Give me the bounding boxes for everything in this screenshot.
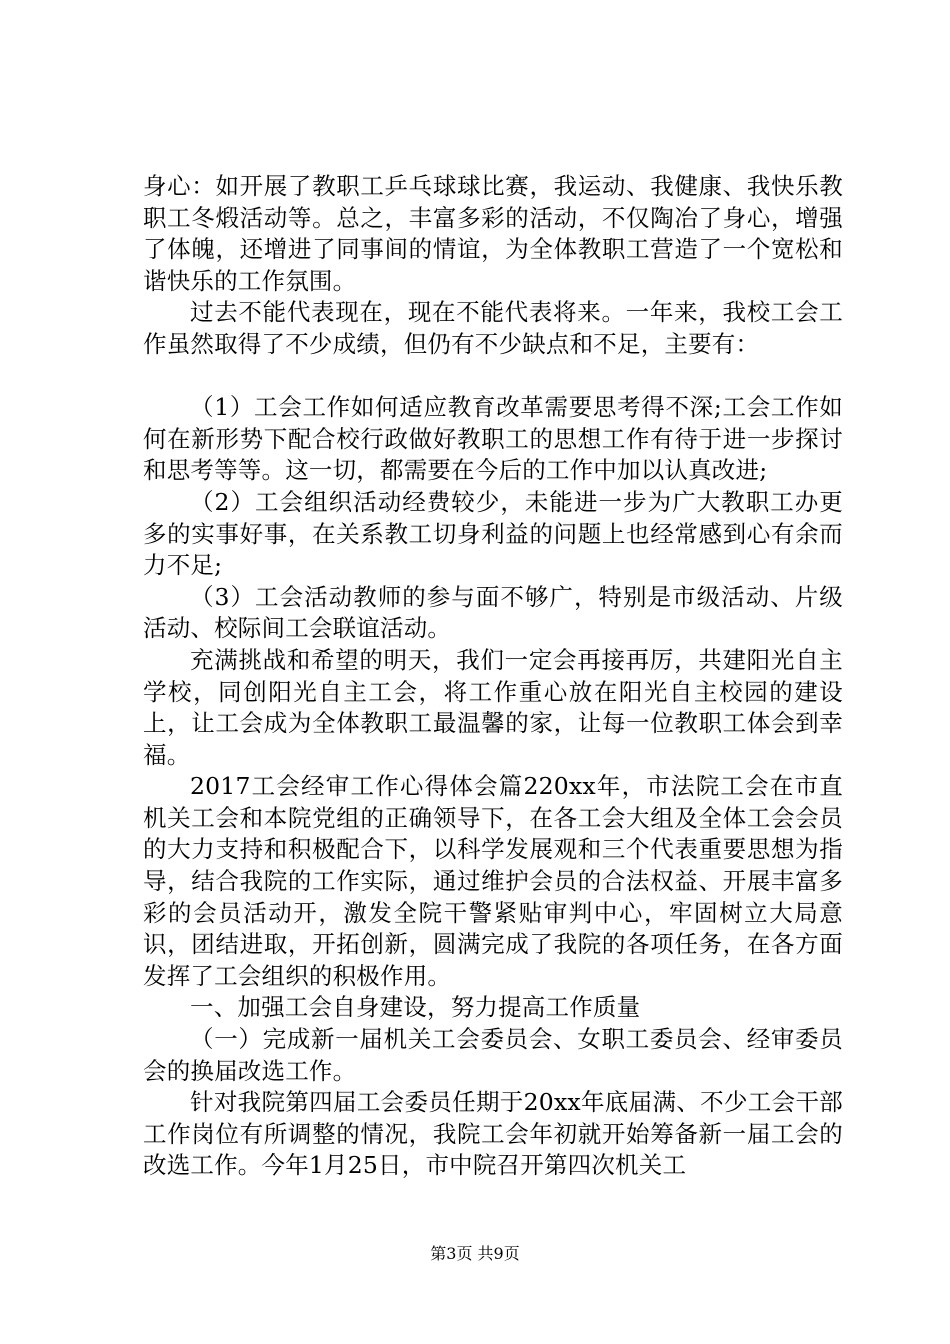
- paragraph-shortcoming-3: （3）工会活动教师的参与面不够广，特别是市级活动、片级活动、校际间工会联谊活动。: [143, 582, 843, 643]
- paragraph-reelection: 针对我院第四届工会委员任期于20xx年底届满、不少工会干部工作岗位有所调整的情况，我院工会年初就开始筹备新一届工会的改选工作。今年1月25日，市中院召开第四次机关工: [143, 1088, 843, 1180]
- blank-line: [143, 361, 843, 393]
- section-heading-1: 一、加强工会自身建设，努力提高工作质量: [190, 993, 641, 1022]
- paragraph-shortcoming-2: （2）工会组织活动经费较少，未能进一步为广大教职工办更多的实事好事，在关系教工切身利益的问题上也经常感到心有余而力不足;: [143, 487, 843, 580]
- subsection-heading-1: （一）完成新一届机关工会委员会、女职工委员会、经审委员会的换届改选工作。: [143, 1025, 843, 1085]
- paragraph-shortcomings-intro: 过去不能代表现在，现在不能代表将来。一年来，我校工会工作虽然取得了不少成绩，但仍有不少缺点和不足，主要有：: [143, 298, 843, 358]
- paragraph-article-2-intro: 2017工会经审工作心得体会篇220xx年，市法院工会在市直机关工会和本院党组的正确领导下，在各工会大组及全体工会会员的大力支持和积极配合下，以科学发展观和三个代表重要思想为指导，结合我院的工作实际，通过维护会员的合法权益、开展丰富多彩的会员活动开，激发全院干警紧贴审判中心，牢固树立大局意识，团结进取，开拓创新，圆满完成了我院的各项任务，在各方面发挥了工会组织的积极作用。: [143, 772, 843, 990]
- page-number-footer: 第3页 共9页: [430, 1244, 520, 1263]
- document-body: [143, 171, 843, 1182]
- paragraph-shortcoming-1: （1）工会工作如何适应教育改革需要思考得不深;工会工作如何在新形势下配合校行政做好教职工的思想工作有待于进一步探讨和思考等等。这一切，都需要在今后的工作中加以认真改进;: [143, 393, 843, 485]
- paragraph-activities: 身心：如开展了教职工乒乓球球比赛，我运动、我健康、我快乐教职工冬煅活动等。总之，丰富多彩的活动，不仅陶冶了身心，增强了体魄，还增进了同事间的情谊，为全体教职工营造了一个宽松和谐快乐的工作氛围。: [143, 172, 843, 295]
- paragraph-outlook: 充满挑战和希望的明天，我们一定会再接再厉，共建阳光自主学校，同创阳光自主工会，将工作重心放在阳光自主校园的建设上，让工会成为全体教职工最温馨的家，让每一位教职工体会到幸福。: [143, 645, 843, 769]
